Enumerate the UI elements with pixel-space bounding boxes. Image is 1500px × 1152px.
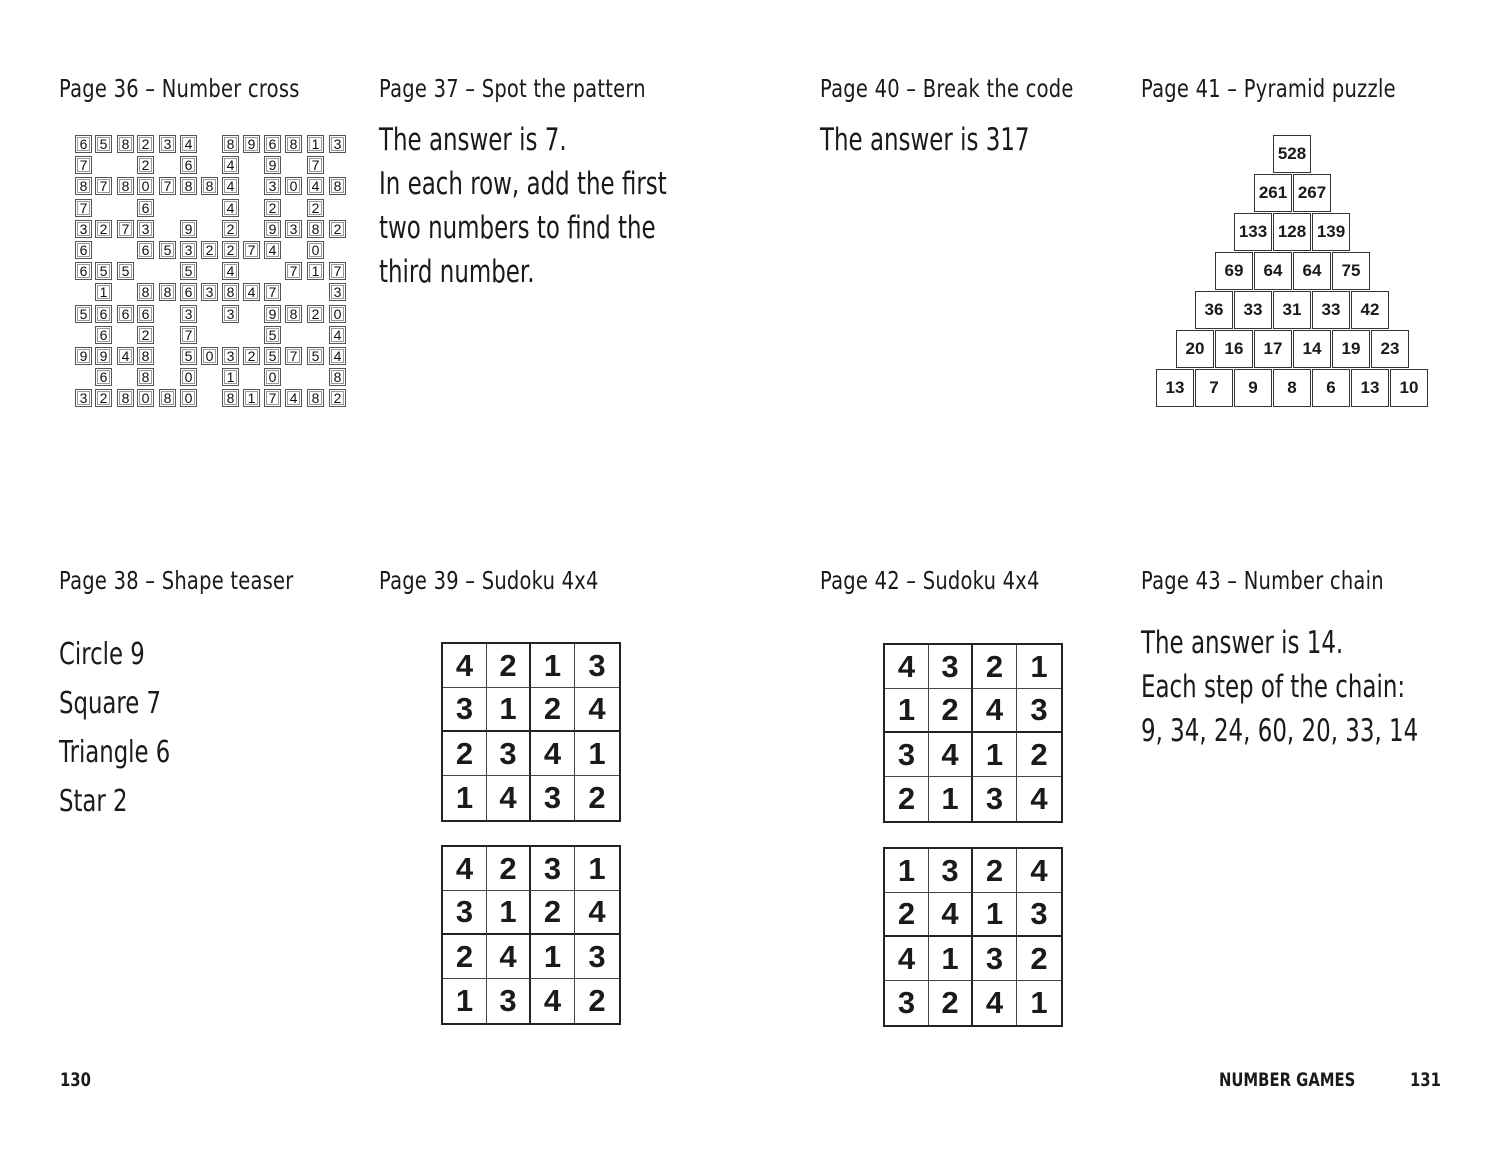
cross-cell: 7 — [264, 389, 281, 407]
cross-cell: 2 — [264, 199, 281, 217]
sudoku-cell: 4 — [973, 689, 1017, 733]
pyramid-cell: 23 — [1371, 330, 1409, 368]
number-cross-grid — [75, 135, 355, 415]
sudoku-cell: 4 — [929, 733, 973, 777]
cross-cell: 8 — [285, 305, 302, 323]
cross-cell: 7 — [285, 262, 302, 280]
cross-cell: 8 — [137, 283, 154, 301]
heading-text: Page 38 – Shape teaser — [59, 566, 294, 595]
cross-cell: 3 — [222, 305, 239, 323]
cross-cell: 2 — [222, 241, 239, 259]
cross-cell: 2 — [307, 199, 324, 217]
cross-cell: 3 — [180, 241, 197, 259]
page-number-text: 131 — [1410, 1069, 1441, 1091]
cross-cell: 2 — [307, 305, 324, 323]
sudoku-cell: 1 — [929, 777, 973, 821]
pyramid-cell: 528 — [1273, 135, 1311, 173]
cross-cell: 5 — [264, 326, 281, 344]
cross-cell: 4 — [307, 177, 324, 195]
heading-number-chain — [1141, 566, 1452, 595]
cross-cell: 8 — [137, 368, 154, 386]
answer-line: two numbers to find the — [379, 210, 656, 246]
sudoku-cell: 1 — [575, 847, 619, 891]
cross-cell: 7 — [180, 326, 197, 344]
sudoku-cell: 3 — [885, 733, 929, 777]
cross-cell: 8 — [137, 347, 154, 365]
cross-cell: 8 — [180, 177, 197, 195]
sudoku-cell: 1 — [531, 935, 575, 979]
cross-cell: 7 — [159, 177, 176, 195]
cross-cell: 2 — [329, 389, 346, 407]
cross-cell: 1 — [243, 389, 260, 407]
sudoku-cell: 1 — [1017, 645, 1061, 689]
pyramid-cell: 33 — [1312, 291, 1350, 329]
cross-cell: 5 — [180, 262, 197, 280]
cross-cell: 5 — [264, 347, 281, 365]
shape-answer-circle: Circle 9 — [59, 637, 145, 672]
sudoku-42-grid-1 — [883, 643, 1063, 823]
cross-cell: 4 — [117, 347, 134, 365]
sudoku-cell: 3 — [531, 847, 575, 891]
cross-cell: 3 — [285, 220, 302, 238]
heading-text: Page 43 – Number chain — [1141, 566, 1384, 595]
pyramid-cell: 64 — [1254, 252, 1292, 290]
cross-cell: 7 — [307, 156, 324, 174]
cross-cell: 0 — [264, 368, 281, 386]
heading-break-the-code — [820, 74, 1145, 103]
cross-cell: 8 — [117, 177, 134, 195]
answer-line: Each step of the chain: — [1141, 669, 1406, 705]
sudoku-cell: 4 — [487, 935, 531, 979]
cross-cell: 7 — [264, 283, 281, 301]
pyramid-cell: 13 — [1156, 369, 1194, 407]
sudoku-cell: 2 — [885, 893, 929, 937]
sudoku-cell: 2 — [885, 777, 929, 821]
cross-cell: 6 — [137, 241, 154, 259]
shape-answer-star: Star 2 — [59, 784, 128, 819]
cross-cell: 0 — [307, 241, 324, 259]
pyramid-cell: 17 — [1254, 330, 1292, 368]
cross-cell: 2 — [222, 220, 239, 238]
cross-cell: 7 — [117, 220, 134, 238]
cross-cell: 7 — [285, 347, 302, 365]
cross-cell: 0 — [201, 347, 218, 365]
cross-cell: 3 — [75, 389, 92, 407]
sudoku-cell: 2 — [973, 645, 1017, 689]
pyramid-cell: 261 — [1254, 174, 1292, 212]
heading-number-cross — [59, 74, 367, 103]
cross-cell: 6 — [75, 135, 92, 153]
pyramid-cell: 7 — [1195, 369, 1233, 407]
cross-cell: 2 — [95, 220, 112, 238]
cross-cell: 2 — [137, 156, 154, 174]
cross-cell: 3 — [201, 283, 218, 301]
pyramid-cell: 8 — [1273, 369, 1311, 407]
sudoku-cell: 1 — [1030, 985, 1048, 1020]
answer-line: The answer is 317 — [820, 122, 1030, 158]
pyramid-cell: 139 — [1312, 213, 1350, 251]
cross-cell: 4 — [180, 135, 197, 153]
pyramid-cell: 69 — [1215, 252, 1253, 290]
heading-text: Page 40 – Break the code — [820, 74, 1074, 103]
number-chain-answer — [1141, 621, 1500, 753]
spot-the-pattern-answer — [379, 118, 768, 294]
sudoku-cell: 2 — [1017, 733, 1061, 777]
cross-cell: 8 — [329, 177, 346, 195]
sudoku-cell: 3 — [487, 979, 531, 1023]
pyramid-cell: 9 — [1234, 369, 1272, 407]
heading-text: Page 37 – Spot the pattern — [379, 74, 646, 103]
running-title-text: NUMBER GAMES — [1219, 1069, 1356, 1091]
cross-cell: 2 — [329, 220, 346, 238]
pyramid-cell: 267 — [1293, 174, 1331, 212]
heading-pyramid-puzzle — [1141, 74, 1468, 103]
heading-text: Page 36 – Number cross — [59, 74, 300, 103]
cross-cell: 5 — [117, 262, 134, 280]
heading-text: Page 39 – Sudoku 4x4 — [379, 566, 599, 595]
cross-cell: 9 — [95, 347, 112, 365]
sudoku-cell: 1 — [443, 776, 487, 820]
sudoku-cell: 4 — [443, 644, 487, 688]
sudoku-cell: 3 — [531, 776, 575, 820]
cross-cell: 8 — [159, 389, 176, 407]
cross-cell: 6 — [137, 305, 154, 323]
cross-cell: 8 — [117, 389, 134, 407]
cross-cell: 1 — [307, 135, 324, 153]
cross-cell: 3 — [329, 283, 346, 301]
sudoku-39-grid-2 — [441, 845, 621, 1025]
pyramid-cell: 33 — [1234, 291, 1272, 329]
cross-cell: 8 — [75, 177, 92, 195]
cross-cell: 6 — [95, 305, 112, 323]
sudoku-39-grid-1 — [441, 642, 621, 822]
cross-cell: 0 — [180, 368, 197, 386]
cross-cell: 7 — [243, 241, 260, 259]
pyramid-cell: 19 — [1332, 330, 1370, 368]
sudoku-cell: 4 — [1030, 781, 1048, 816]
cross-cell: 1 — [95, 283, 112, 301]
cross-cell: 8 — [285, 135, 302, 153]
cross-cell: 3 — [264, 177, 281, 195]
cross-cell: 5 — [159, 241, 176, 259]
heading-shape-teaser — [59, 566, 360, 595]
cross-cell: 5 — [95, 135, 112, 153]
page-number-left — [60, 1069, 100, 1091]
cross-cell: 4 — [222, 156, 239, 174]
cross-cell: 8 — [222, 389, 239, 407]
cross-cell: 4 — [222, 177, 239, 195]
pyramid-cell: 14 — [1293, 330, 1331, 368]
pyramid-cell: 128 — [1273, 213, 1311, 251]
cross-cell: 9 — [243, 135, 260, 153]
heading-text: Page 41 – Pyramid puzzle — [1141, 74, 1396, 103]
pyramid-cell: 31 — [1273, 291, 1311, 329]
sudoku-cell: 3 — [575, 644, 619, 688]
cross-cell: 9 — [75, 347, 92, 365]
sudoku-cell: 1 — [929, 937, 973, 981]
sudoku-cell: 2 — [531, 891, 575, 935]
cross-cell: 7 — [329, 262, 346, 280]
cross-cell: 4 — [222, 262, 239, 280]
sudoku-cell: 3 — [487, 732, 531, 776]
cross-cell: 3 — [222, 347, 239, 365]
cross-cell: 6 — [75, 262, 92, 280]
shape-answer-square: Square 7 — [59, 686, 162, 721]
answer-line: 9, 34, 24, 60, 20, 33, 14 — [1141, 713, 1419, 749]
sudoku-cell: 3 — [1017, 689, 1061, 733]
cross-cell: 9 — [180, 220, 197, 238]
sudoku-cell: 3 — [885, 981, 929, 1025]
sudoku-cell: 2 — [588, 983, 606, 1018]
cross-cell: 9 — [264, 305, 281, 323]
sudoku-cell: 1 — [973, 733, 1017, 777]
cross-cell: 6 — [75, 241, 92, 259]
cross-cell: 6 — [95, 368, 112, 386]
cross-cell: 4 — [222, 199, 239, 217]
sudoku-cell: 1 — [531, 644, 575, 688]
cross-cell: 1 — [222, 368, 239, 386]
sudoku-cell: 4 — [1017, 849, 1061, 893]
page-number-right — [1410, 1069, 1450, 1091]
cross-cell: 4 — [329, 347, 346, 365]
cross-cell: 1 — [307, 262, 324, 280]
sudoku-cell: 4 — [929, 893, 973, 937]
sudoku-42-grid-2 — [883, 847, 1063, 1027]
sudoku-cell: 4 — [885, 937, 929, 981]
sudoku-cell: 2 — [443, 935, 487, 979]
sudoku-cell: 2 — [531, 688, 575, 732]
cross-cell: 5 — [75, 305, 92, 323]
pyramid-cell: 10 — [1390, 369, 1428, 407]
cross-cell: 3 — [159, 135, 176, 153]
cross-cell: 4 — [243, 283, 260, 301]
pyramid-puzzle — [1156, 135, 1430, 409]
cross-cell: 6 — [180, 283, 197, 301]
cross-cell: 6 — [137, 199, 154, 217]
sudoku-cell: 1 — [575, 732, 619, 776]
cross-cell: 4 — [329, 326, 346, 344]
cross-cell: 2 — [243, 347, 260, 365]
cross-cell: 8 — [222, 283, 239, 301]
cross-cell: 4 — [285, 389, 302, 407]
sudoku-cell: 3 — [929, 645, 973, 689]
cross-cell: 7 — [75, 156, 92, 174]
pyramid-cell: 75 — [1332, 252, 1370, 290]
pyramid-cell: 64 — [1293, 252, 1331, 290]
cross-cell: 8 — [307, 220, 324, 238]
cross-cell: 6 — [264, 135, 281, 153]
cross-cell: 0 — [180, 389, 197, 407]
cross-cell: 8 — [117, 135, 134, 153]
sudoku-cell: 2 — [487, 847, 531, 891]
pyramid-cell: 20 — [1176, 330, 1214, 368]
cross-cell: 0 — [329, 305, 346, 323]
sudoku-cell: 2 — [588, 780, 606, 815]
shape-answer-triangle: Triangle 6 — [59, 735, 171, 770]
cross-cell: 6 — [95, 326, 112, 344]
sudoku-cell: 4 — [885, 645, 929, 689]
pyramid-cell: 133 — [1234, 213, 1272, 251]
sudoku-cell: 3 — [443, 688, 487, 732]
sudoku-cell: 3 — [973, 777, 1017, 821]
cross-cell: 8 — [329, 368, 346, 386]
pyramid-cell: 16 — [1215, 330, 1253, 368]
sudoku-cell: 4 — [575, 891, 619, 935]
cross-cell: 2 — [95, 389, 112, 407]
sudoku-cell: 4 — [531, 979, 575, 1023]
cross-cell: 6 — [117, 305, 134, 323]
cross-cell: 2 — [137, 135, 154, 153]
sudoku-cell: 2 — [929, 981, 973, 1025]
answer-line: In each row, add the first — [379, 166, 667, 202]
cross-cell: 9 — [264, 220, 281, 238]
answer-line: third number. — [379, 254, 535, 290]
answer-line: The answer is 14. — [1141, 625, 1344, 661]
cross-cell: 8 — [222, 135, 239, 153]
sudoku-cell: 4 — [443, 847, 487, 891]
cross-cell: 3 — [137, 220, 154, 238]
cross-cell: 5 — [95, 262, 112, 280]
cross-cell: 0 — [137, 389, 154, 407]
cross-cell: 4 — [264, 241, 281, 259]
page-number-text: 130 — [60, 1069, 91, 1091]
sudoku-cell: 1 — [885, 849, 929, 893]
sudoku-cell: 2 — [1017, 937, 1061, 981]
shape-teaser-answers — [59, 630, 205, 826]
sudoku-cell: 4 — [531, 732, 575, 776]
sudoku-cell: 3 — [973, 937, 1017, 981]
pyramid-cell: 42 — [1351, 291, 1389, 329]
cross-cell: 8 — [307, 389, 324, 407]
heading-sudoku-42 — [820, 566, 1102, 595]
sudoku-cell: 4 — [973, 981, 1017, 1025]
break-the-code-answer — [820, 118, 1103, 162]
sudoku-cell: 1 — [885, 689, 929, 733]
cross-cell: 8 — [201, 177, 218, 195]
cross-cell: 0 — [137, 177, 154, 195]
sudoku-cell: 3 — [1017, 893, 1061, 937]
cross-cell: 3 — [180, 305, 197, 323]
pyramid-cell: 6 — [1312, 369, 1350, 407]
cross-cell: 0 — [285, 177, 302, 195]
cross-cell: 9 — [264, 156, 281, 174]
sudoku-cell: 2 — [443, 732, 487, 776]
sudoku-cell: 1 — [487, 891, 531, 935]
cross-cell: 3 — [75, 220, 92, 238]
cross-cell: 3 — [329, 135, 346, 153]
heading-sudoku-39 — [379, 566, 661, 595]
sudoku-cell: 1 — [487, 688, 531, 732]
sudoku-cell: 2 — [973, 849, 1017, 893]
sudoku-cell: 1 — [443, 979, 487, 1023]
sudoku-cell: 2 — [929, 689, 973, 733]
cross-cell: 8 — [159, 283, 176, 301]
cross-cell: 6 — [180, 156, 197, 174]
sudoku-cell: 3 — [443, 891, 487, 935]
sudoku-cell: 4 — [487, 776, 531, 820]
running-title — [1219, 1069, 1394, 1091]
cross-cell: 7 — [75, 199, 92, 217]
cross-cell: 5 — [307, 347, 324, 365]
sudoku-cell: 1 — [973, 893, 1017, 937]
heading-spot-the-pattern — [379, 74, 721, 103]
cross-cell: 2 — [137, 326, 154, 344]
cross-cell: 2 — [201, 241, 218, 259]
cross-cell: 5 — [180, 347, 197, 365]
pyramid-cell: 36 — [1195, 291, 1233, 329]
sudoku-cell: 4 — [575, 688, 619, 732]
heading-text: Page 42 – Sudoku 4x4 — [820, 566, 1040, 595]
sudoku-cell: 2 — [487, 644, 531, 688]
answer-line: The answer is 7. — [379, 122, 567, 158]
pyramid-cell: 13 — [1351, 369, 1389, 407]
cross-cell: 7 — [95, 177, 112, 195]
sudoku-cell: 3 — [575, 935, 619, 979]
sudoku-cell: 3 — [929, 849, 973, 893]
